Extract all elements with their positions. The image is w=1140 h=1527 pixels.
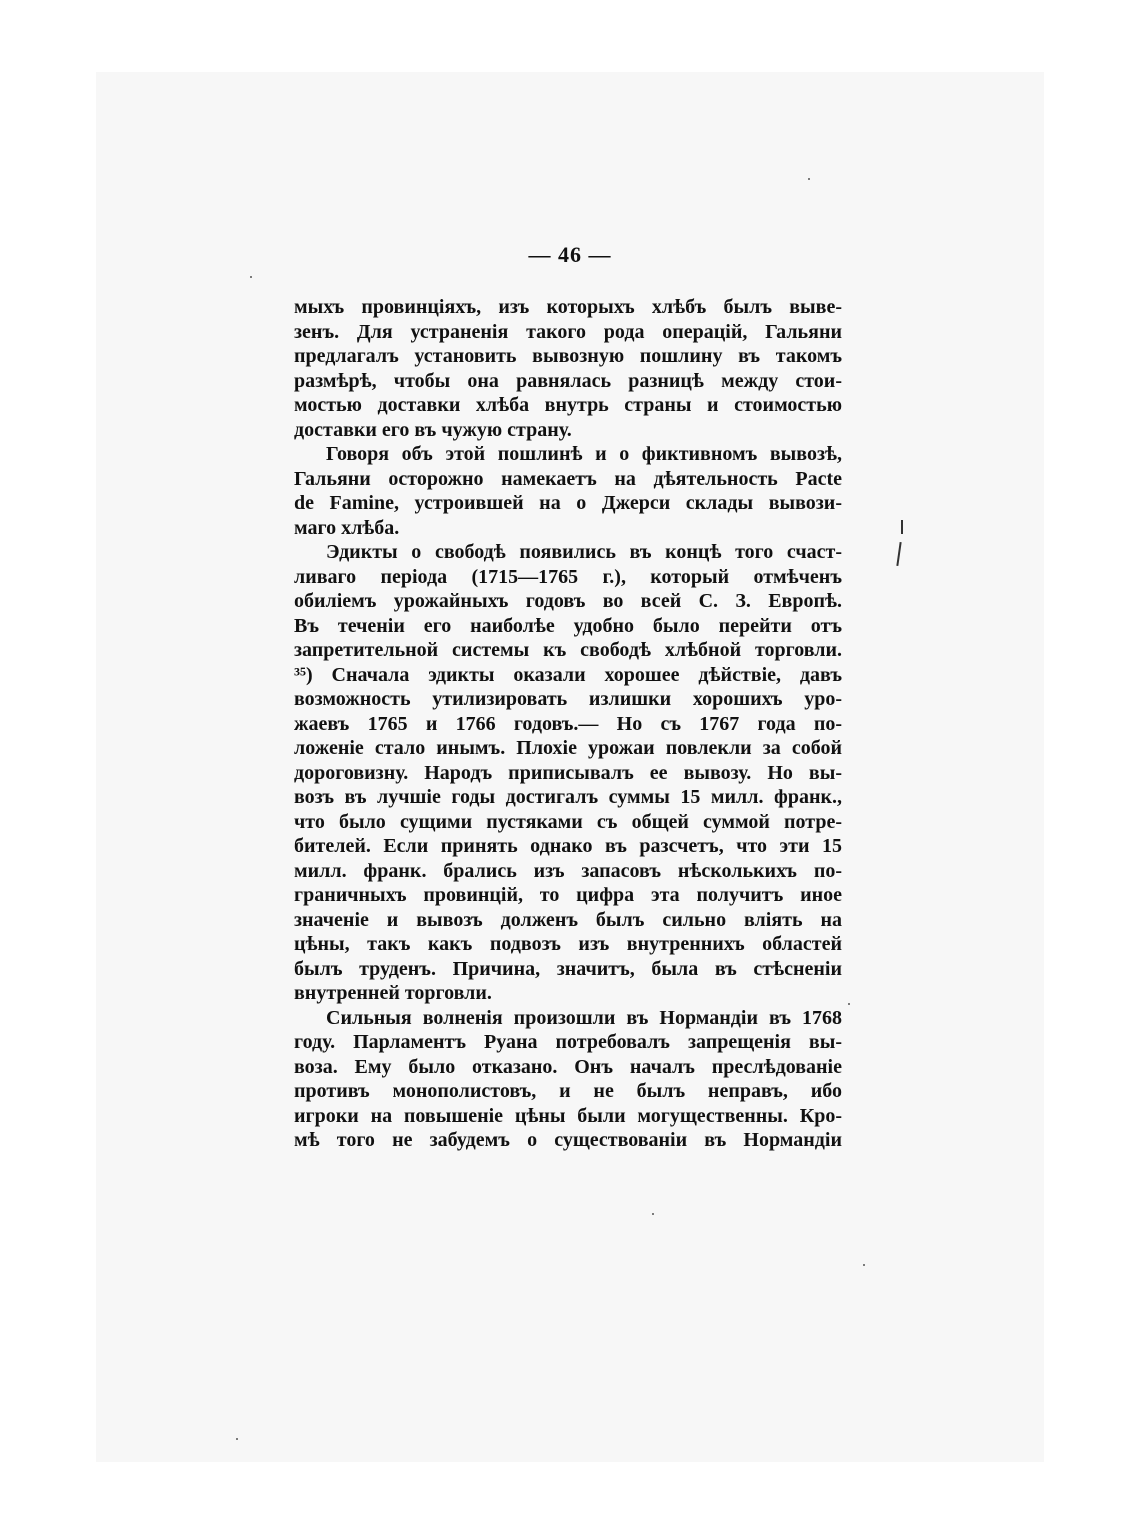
text-line: de Famine, устроившей на о Джерси склады вывози- [294, 492, 842, 514]
text-line: ложеніе стало инымъ. Плохіе урожаи повлекли за собой [294, 737, 842, 759]
text-line: ³⁵) Сначала эдикты оказали хорошее дѣйствіе, давъ [294, 663, 842, 686]
text-line: дороговизну. Народъ приписывалъ ее вывозу. Но вы- [294, 761, 842, 784]
text-line: жаевъ 1765 и 1766 годовъ.— Но съ 1767 года по- [294, 712, 842, 735]
text-line: противъ монополистовъ, и не былъ неправъ, ибо [294, 1080, 842, 1102]
text-line: маго хлѣба. [294, 516, 400, 539]
body-text [294, 295, 842, 1153]
text-line: цѣны, такъ какъ подвозъ изъ внутреннихъ областей [294, 933, 842, 955]
scan-speck [863, 1264, 865, 1266]
text-line: Гальяни осторожно намекаетъ на дѣятельность Pacte [294, 467, 842, 490]
scan-speck [250, 276, 252, 278]
text-line: внутренней торговли. [294, 982, 492, 1004]
text-line: ливаго періода (1715—1765 г.), который отмѣченъ [294, 565, 842, 588]
text-line: милл. франк. брались изъ запасовъ нѣсколькихъ по- [294, 859, 842, 882]
scan-speck [808, 178, 810, 180]
page-number: — 46 — [528, 242, 612, 267]
text-line: зенъ. Для устраненія такого рода операцій, Гальяни [294, 320, 842, 343]
text-line: мостью доставки хлѣба внутрь страны и стоимостью [294, 394, 842, 416]
text-line: граничныхъ провинцій, то цифра эта получитъ иное [294, 884, 842, 906]
text-line: былъ труденъ. Причина, значитъ, была въ стѣсненіи [294, 957, 842, 980]
text-line: воза. Ему было отказано. Онъ началъ преслѣдованіе [294, 1055, 842, 1078]
text-line: значеніе и вывозъ долженъ былъ сильно вліять на [294, 908, 842, 931]
scan-speck [236, 1438, 238, 1440]
text-line: году. Парламентъ Руана потребовалъ запрещенія вы- [294, 1031, 842, 1053]
scan-speck [652, 1213, 654, 1215]
text-line: предлагалъ установить вывозную пошлину въ такомъ [294, 345, 842, 367]
text-line: Въ теченіи его наиболѣе удобно было перейти отъ [294, 614, 842, 637]
text-line: размѣрѣ, чтобы она равнялась разницѣ между стои- [294, 369, 842, 392]
text-line: что было сущими пустяками съ общей суммой потре- [294, 810, 842, 833]
text-line: запретительной системы къ свободѣ хлѣбной торговли. [294, 639, 842, 661]
text-line: мѣ того не забудемъ о существованіи въ Нормандіи [294, 1129, 842, 1151]
text-line: Сильныя волненія произошли въ Нормандіи въ 1768 [326, 1006, 842, 1029]
text-line: Эдикты о свободѣ появились въ концѣ того счаст- [326, 541, 842, 563]
text-line: обиліемъ урожайныхъ годовъ во всей С. З. Европѣ. [294, 590, 842, 612]
text-line: Говоря объ этой пошлинѣ и о фиктивномъ вывозѣ, [326, 443, 842, 465]
text-line: возъ въ лучшіе годы достигалъ суммы 15 милл. франк., [294, 786, 842, 808]
text-line: возможность утилизировать излишки хорошихъ уро- [294, 688, 842, 710]
text-line: игроки на повышеніе цѣны были могущественны. Кро- [294, 1104, 842, 1127]
text-line: мыхъ провинціяхъ, изъ которыхъ хлѣбъ былъ вывe- [294, 296, 842, 318]
text-line: доставки его въ чужую страну. [294, 418, 572, 441]
text-line: бителей. Если принять однако въ разсчетъ, что эти 15 [294, 835, 842, 857]
scan-speck [848, 1003, 850, 1005]
margin-mark [901, 520, 903, 534]
